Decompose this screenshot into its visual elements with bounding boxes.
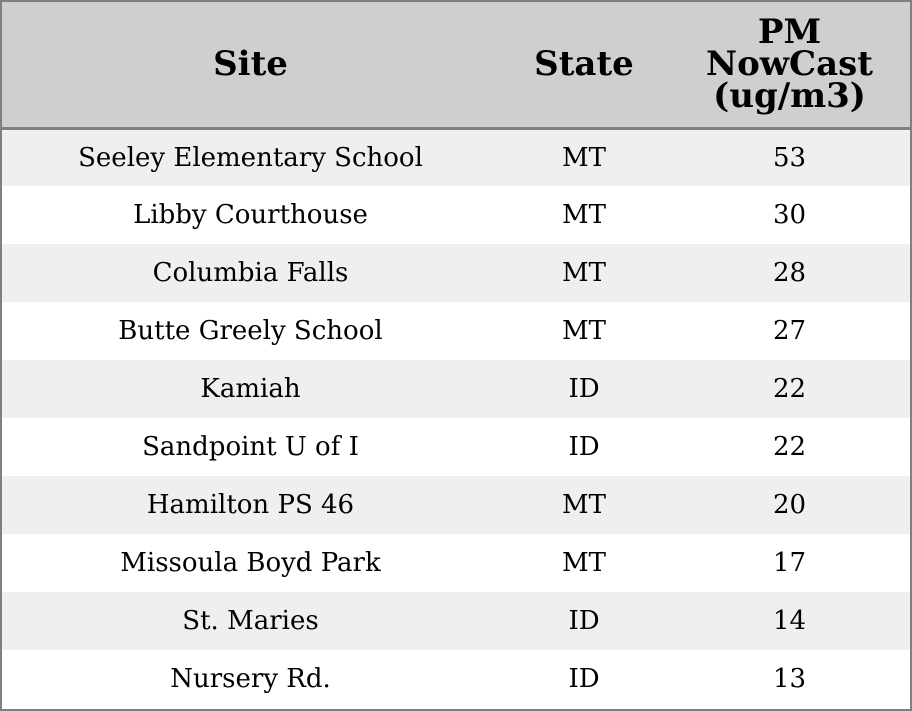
pm-value-cell: 27: [772, 316, 807, 346]
pm-value-cell: 30: [772, 200, 807, 230]
state-cell: MT: [562, 548, 606, 578]
pm-value-cell: 20: [772, 490, 807, 520]
site-cell: Nursery Rd.: [170, 664, 331, 694]
header-pm-line2: NowCast: [706, 44, 873, 85]
site-cell: Butte Greely School: [118, 316, 383, 346]
pm-nowcast-table: [2, 2, 910, 708]
table-row: [2, 302, 910, 360]
site-cell: Columbia Falls: [152, 258, 349, 288]
state-cell: ID: [568, 606, 600, 636]
state-cell: MT: [562, 490, 606, 520]
site-cell: Seeley Elementary School: [78, 142, 423, 173]
table-row: [2, 418, 910, 476]
state-cell: ID: [568, 432, 600, 462]
site-cell: Sandpoint U of I: [142, 432, 359, 462]
header-pm-nowcast: [669, 2, 910, 128]
site-cell: Libby Courthouse: [133, 200, 368, 230]
state-cell: MT: [562, 200, 606, 230]
table-row: [2, 650, 910, 708]
site-cell: Hamilton PS 46: [146, 490, 355, 520]
state-cell: ID: [568, 664, 600, 694]
table-row: [2, 360, 910, 418]
header-row: [2, 2, 910, 128]
pm-value-cell: 13: [772, 664, 807, 694]
state-cell: MT: [562, 316, 606, 346]
site-cell: Kamiah: [200, 374, 301, 404]
table-row: [2, 534, 910, 592]
pm-value-cell: 14: [772, 606, 807, 636]
table-row: [2, 592, 910, 650]
table-body: [2, 128, 910, 708]
state-cell: MT: [562, 142, 606, 173]
header-pm-line3: (ug/m3): [713, 76, 866, 117]
state-cell: MT: [562, 258, 606, 288]
table-row: [2, 244, 910, 302]
table-row: [2, 476, 910, 534]
pm-value-cell: 22: [772, 374, 807, 404]
header-site: Site: [2, 2, 499, 128]
pm-value-cell: 22: [772, 432, 807, 462]
pm-value-cell: 53: [772, 142, 807, 173]
table-row: [2, 128, 910, 186]
header-state: State: [499, 2, 669, 128]
table-header: [2, 2, 910, 128]
site-cell: Missoula Boyd Park: [120, 548, 381, 578]
pm-value-cell: 17: [772, 548, 807, 578]
table-row: [2, 186, 910, 244]
header-pm-line1: PM: [757, 12, 822, 53]
site-cell: St. Maries: [182, 606, 319, 636]
state-cell: ID: [568, 374, 600, 404]
pm-value-cell: 28: [772, 258, 807, 288]
